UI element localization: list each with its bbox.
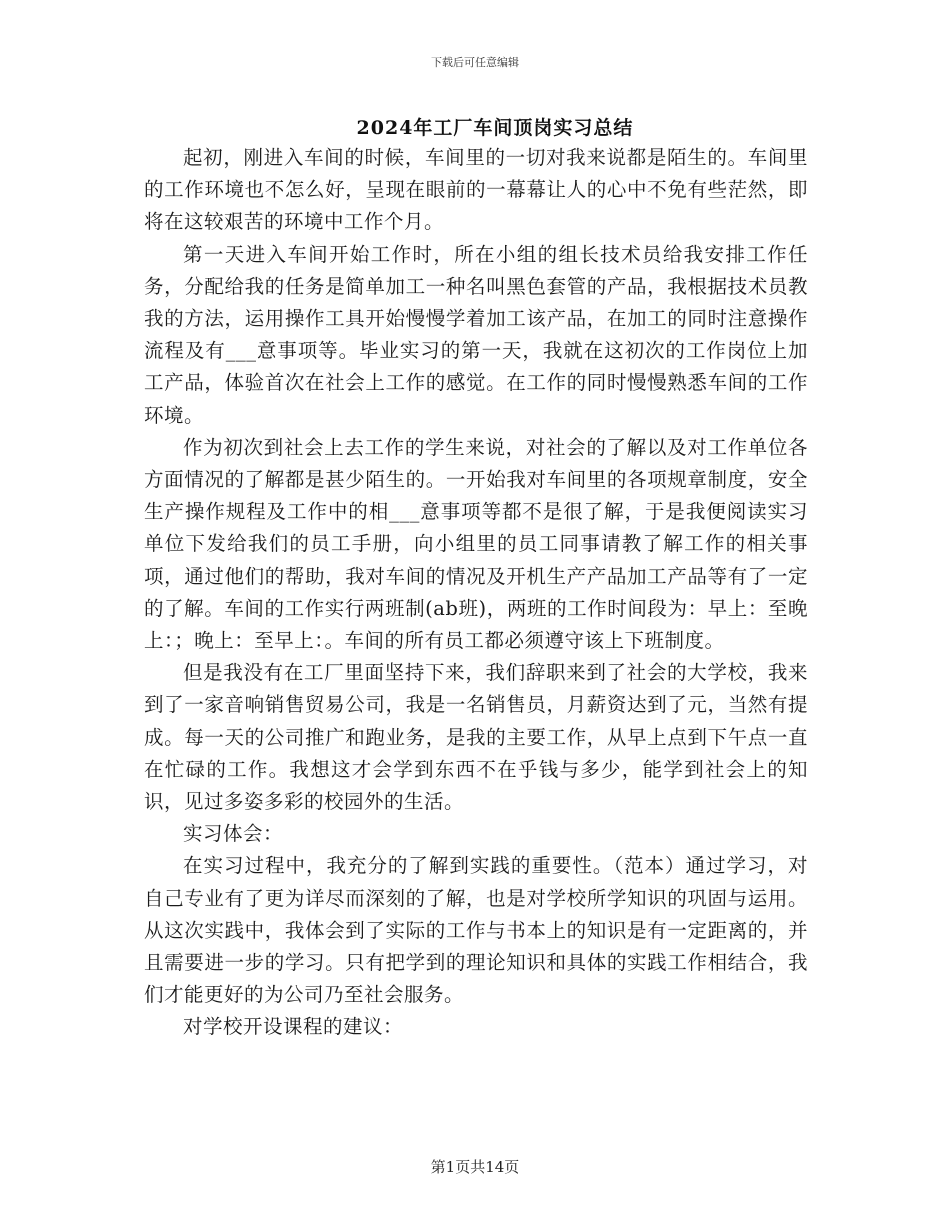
page-footer: 第1页共14页	[430, 1158, 520, 1176]
paragraph: 第一天进入车间开始工作时，所在小组的组长技术员给我安排工作任务，分配给我的任务是简单加工一种名叫黑色套管的产品，我根据技术员教我的方法，运用操作工具开始慢慢学着加工该产品，在加工的同时注意操作流程及有___意事项等。毕业实习的第一天，我就在这初次的工作岗位上加工产品，体验首次在社会上工作的感觉。在工作的同时慢慢熟悉车间的工作环境。	[144, 242, 808, 427]
document-body	[144, 142, 808, 1044]
section-heading: 实习体会：	[183, 822, 284, 846]
paragraph: 起初，刚进入车间的时候，车间里的一切对我来说都是陌生的。车间里的工作环境也不怎么好，呈现在眼前的一幕幕让人的心中不免有些茫然，即将在这较艰苦的环境中工作个月。	[144, 146, 808, 234]
paragraph: 但是我没有在工厂里面坚持下来，我们辞职来到了社会的大学校，我来到了一家音响销售贸易公司，我是一名销售员，月薪资达到了元，当然有提成。每一天的公司推广和跑业务，是我的主要工作，从早上点到下午点一直在忙碌的工作。我想这才会学到东西不在乎钱与多少，能学到社会上的知识，见过多姿多彩的校园外的生活。	[144, 661, 808, 814]
header-note: 下载后可任意编辑	[431, 56, 519, 69]
section-heading: 对学校开设课程的建议：	[183, 1015, 404, 1039]
paragraph: 在实习过程中，我充分的了解到实践的重要性。（范本）通过学习，对自己专业有了更为详尽而深刻的了解，也是对学校所学知识的巩固与运用。从这次实践中，我体会到了实际的工作与书本上的知识是有一定距离的，并且需要进一步的学习。只有把学到的理论知识和具体的实践工作相结合，我们才能更好的为公司乃至社会服务。	[144, 854, 808, 1007]
paragraph: 作为初次到社会上去工作的学生来说，对社会的了解以及对工作单位各方面情况的了解都是甚少陌生的。一开始我对车间里的各项规章制度，安全生产操作规程及工作中的相___意事项等都不是很了解，于是我便阅读实习单位下发给我们的员工手册，向小组里的员工同事请教了解工作的相关事项，通过他们的帮助，我对车间的情况及开机生产产品加工产品等有了一定的了解。车间的工作实行两班制(ab班)，两班的工作时间段为：早上：至晚上：；晚上：至早上：。车间的所有员工都必须遵守该上下班制度。	[144, 435, 808, 653]
document-title: 2024年工厂车间顶岗实习总结	[356, 117, 634, 139]
